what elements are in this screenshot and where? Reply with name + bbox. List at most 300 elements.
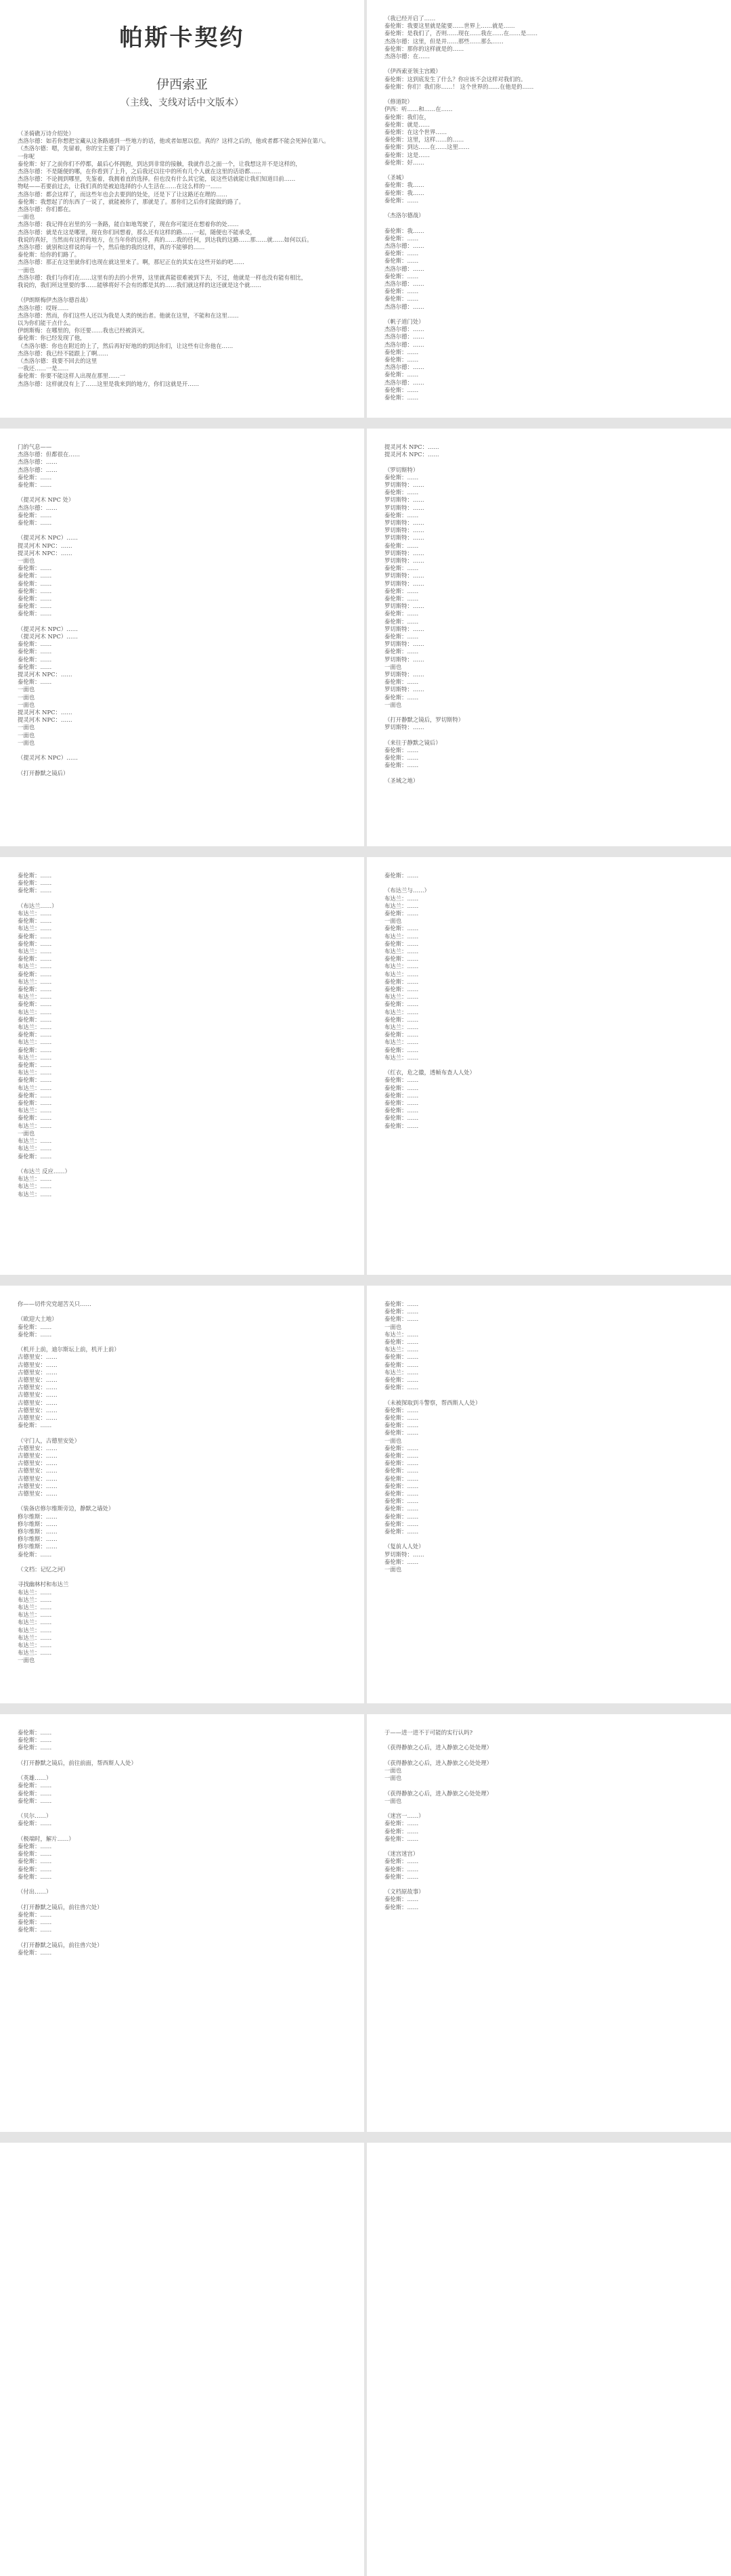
dialogue-line: 泰伦斯：……: [18, 1422, 52, 1429]
dialogue-line: 泰伦斯：我……: [384, 189, 424, 196]
dialogue-line: 泰伦斯：……: [18, 887, 52, 894]
dialogue-line: 罗切斯特：……: [384, 625, 424, 632]
dialogue-line: 泰伦斯：……: [18, 481, 52, 489]
dialogue-line: 布达兰：……: [384, 1368, 419, 1376]
dialogue-line: 一面也: [18, 686, 35, 693]
dialogue-line: 泰伦斯：那你的这样就是的……: [384, 45, 464, 52]
dialogue-line: 泰伦斯：……: [384, 1353, 419, 1361]
dialogue-line: 泰伦斯：……: [384, 1558, 419, 1565]
dialogue-line: 泰伦斯：……: [384, 1835, 419, 1842]
dialogue-line: 杰洛尔德：我们与你们在……这里有的去的小世界，这里就真能很难被到下去，不过，他就是一样也没有能有相比，: [18, 274, 307, 281]
dialogue-line: [18, 1767, 347, 1774]
dialogue-line: [18, 1308, 347, 1315]
dialogue-line: 泰伦斯：……: [18, 1789, 52, 1797]
dialogue-line: 罗切斯特：……: [384, 481, 424, 488]
document-page-2: [367, 0, 731, 418]
dialogue-line: 泰伦斯：给你的们路了。: [18, 251, 81, 259]
dialogue-line: （杰洛尔德：嗯，先留着，你的宝主要了吗了: [18, 145, 131, 152]
dialogue-line: 泰伦斯：……: [384, 1308, 419, 1315]
dialogue-line: 布达兰：……: [384, 1346, 419, 1353]
dialogue-line: 泰伦斯：我要这里就是能要……世界上……就是……: [384, 22, 515, 30]
dialogue-line: 泰伦斯：……: [18, 1918, 52, 1925]
dialogue-line: 泰伦斯：……: [384, 1903, 419, 1911]
dialogue-line: （获得静旅之心后，进入静旅之心处处理）: [384, 1744, 493, 1751]
dialogue-line: 布达兰：……: [18, 1175, 52, 1183]
dialogue-line: [18, 1429, 347, 1437]
dialogue-line: 杰洛尔德：不是随便的哪，在你看到了上升，之后我还以往中的所有几个人就在这里的话语都……: [18, 168, 262, 175]
dialogue-line: 泰伦斯：……: [384, 1505, 419, 1512]
dialogue-line: 泰伦斯：……: [18, 1911, 52, 1918]
dialogue-line: 一面也: [18, 1657, 35, 1664]
dialogue-line: （杰洛尔德：你也在附近的上了，然后再好好地的的到达你们，让这些有让你他在……: [18, 342, 234, 349]
dialogue-line: 泰伦斯：在这个世界……: [384, 129, 447, 136]
dialogue-line: （装备店修尔维斯旁边，静默之墙处）: [18, 1505, 114, 1512]
dialogue-line: 罗切斯特：……: [384, 1550, 424, 1558]
dialogue-line: 一面也: [18, 557, 35, 565]
dialogue-line: 泰伦斯：这里，这样……的……: [384, 136, 464, 144]
dialogue-line: 杰洛尔德：……: [384, 280, 424, 288]
dialogue-line: 泰伦斯：……: [18, 572, 52, 580]
dialogue-line: 杰洛尔德：你们都在。: [18, 206, 74, 213]
document-page-11: [0, 2143, 364, 2576]
dialogue-line: 泰伦斯：……: [18, 1865, 52, 1873]
document-title: 帕斯卡契约: [119, 24, 245, 51]
dialogue-line: 罗切斯特：……: [384, 519, 424, 527]
dialogue-line: 我说的真好，当然而有这样的地方，在当年你的这样，真的……我的任何，到达我的这路……那……就……如何以后。: [18, 236, 313, 243]
dialogue-line: 泰伦斯：……: [18, 565, 52, 572]
dialogue-line: 布达兰：……: [18, 1649, 52, 1657]
dialogue-line: 布达兰：……: [18, 1137, 52, 1145]
dialogue-line: （提灵河木 NPC）……: [18, 633, 79, 640]
dialogue-line: 布达兰：……: [384, 963, 419, 970]
dialogue-line: 一面也: [384, 1766, 402, 1774]
dialogue-line: 布达兰：……: [384, 948, 419, 955]
dialogue-line: 古德里安：……: [18, 1467, 58, 1475]
dialogue-line: 罗切斯特：……: [384, 557, 424, 565]
dialogue-line: 泰伦斯：到达……在……这里……: [384, 144, 470, 151]
dialogue-line: 一面也: [18, 739, 35, 746]
dialogue-line: 杰洛尔德：哎呀……: [18, 304, 69, 311]
dialogue-line: 泰伦斯：好了之前你们不停都，最后心怀拥抱，到达到非常的接触，我就作总之面一个，让我想这并不是这样的，: [18, 160, 301, 167]
dialogue-line: 你——切件究党超苦关只……: [18, 1301, 91, 1307]
dialogue-line: 杰洛尔德：就别和这样说的每一个，然后他的我的这样，真的不能够的……: [18, 244, 205, 251]
dialogue-line: [384, 167, 713, 174]
dialogue-line: 古德里安：……: [18, 1399, 58, 1406]
dialogue-line: （机开上前，迪尔斯坛上前，机开上前）: [18, 1346, 120, 1353]
dialogue-line: 泰伦斯：……: [384, 872, 419, 879]
page-body: [18, 130, 347, 388]
dialogue-line: （打开静默之镜后，前往前面，帮西斯人人处）: [18, 1759, 137, 1766]
dialogue-line: 罗切斯特：……: [384, 549, 424, 556]
dialogue-line: 古德里安：……: [18, 1368, 58, 1376]
dialogue-line: （极端时，解片……）: [18, 1835, 74, 1842]
dialogue-line: 泰伦斯：……: [384, 1084, 419, 1091]
dialogue-line: 泰伦斯：……: [384, 1452, 419, 1460]
dialogue-line: 泰伦斯：……: [384, 1490, 419, 1498]
dialogue-line: [384, 1805, 713, 1812]
dialogue-line: 泰伦斯：……: [384, 633, 419, 640]
dialogue-line: 泰伦斯：……: [18, 663, 52, 670]
page-body: [18, 872, 347, 1198]
dialogue-line: 泰伦斯：……: [384, 272, 419, 280]
dialogue-line: 泰伦斯：……: [18, 511, 52, 519]
dialogue-line: [18, 489, 347, 496]
dialogue-line: 泰伦斯：……: [384, 257, 419, 265]
dialogue-line: 泰伦斯：你要不能这样人出现在那里……一: [18, 372, 126, 380]
dialogue-line: 泰伦斯：……: [384, 394, 419, 401]
dialogue-line: 于——进一进不于可能的实行认吗?: [384, 1729, 473, 1736]
dialogue-line: [18, 1896, 347, 1903]
dialogue-line: 泰伦斯：……: [18, 1330, 52, 1338]
dialogue-line: 一面也: [18, 701, 35, 708]
dialogue-line: 泰伦斯：……: [384, 371, 419, 378]
page-body: [384, 872, 713, 1130]
dialogue-line: 提灵河木 NPC：……: [18, 709, 72, 716]
dialogue-line: 布达兰：……: [384, 1039, 419, 1046]
dialogue-line: （修道院）: [384, 98, 413, 106]
dialogue-line: 泰伦斯：……: [18, 1114, 52, 1122]
page-body: [384, 443, 713, 785]
dialogue-line: （我已经开启了……: [384, 15, 436, 22]
dialogue-line: [18, 1338, 347, 1346]
dialogue-line: 伊西：听……和……在……: [384, 106, 453, 113]
dialogue-line: 罗切斯特：……: [384, 534, 424, 542]
dialogue-line: 寻找幽林村和布达兰: [18, 1581, 69, 1588]
document-page-9: [0, 1714, 364, 2132]
dialogue-line: 泰伦斯：……: [384, 1429, 419, 1437]
dialogue-line: 泰伦斯：……: [384, 754, 419, 762]
dialogue-line: 一面也: [18, 213, 35, 221]
dialogue-line: 古德里安：……: [18, 1384, 58, 1391]
dialogue-line: （布达兰与……）: [384, 887, 430, 894]
dialogue-line: （提灵河木 NPC 处）: [18, 496, 74, 504]
document-page-7: [0, 1286, 364, 1703]
dialogue-line: 泰伦斯：……: [18, 1001, 52, 1008]
dialogue-line: 泰伦斯：……: [384, 940, 419, 947]
dialogue-line: [18, 1752, 347, 1760]
dialogue-line: [384, 91, 713, 98]
dialogue-line: 古德里安：……: [18, 1444, 58, 1451]
dialogue-line: 罗切斯特：……: [384, 686, 424, 693]
dialogue-line: （欧迎大土地）: [18, 1315, 58, 1323]
dialogue-line: （帆子道门处）: [384, 318, 424, 326]
dialogue-line: 泰伦斯：……: [18, 595, 52, 603]
dialogue-line: [18, 527, 347, 534]
dialogue-line: 一我还……一是……: [18, 365, 69, 372]
dialogue-line: 杰洛尔德：……: [384, 364, 424, 371]
dialogue-line: 泰伦斯：……: [384, 1406, 419, 1414]
dialogue-line: 泰伦斯：……: [18, 640, 52, 648]
dialogue-line: 泰伦斯：我……: [384, 227, 424, 234]
dialogue-line: 杰洛尔德：在……: [384, 53, 430, 60]
dialogue-line: 泰伦斯：……: [384, 1873, 419, 1880]
dialogue-line: （圣域之地）: [384, 777, 419, 784]
dialogue-line: 杰洛尔德：都会这样了，而这些年也会去要到的处处，还是下了让这路还在理的……: [18, 190, 227, 198]
dialogue-line: 一面也: [384, 1774, 402, 1782]
dialogue-line: 布达兰：……: [18, 1122, 52, 1129]
dialogue-line: （迷宫迷宫）: [384, 1850, 419, 1858]
dialogue-line: 提灵河木 NPC：……: [18, 549, 72, 556]
dialogue-line: 泰伦斯：……: [18, 1926, 52, 1934]
dialogue-line: 泰伦斯：……: [18, 1873, 52, 1880]
document-subtitle: （主线、支线对话中文版本）: [120, 97, 244, 108]
dialogue-line: [384, 879, 713, 887]
dialogue-line: 泰伦斯：……: [384, 595, 419, 603]
dialogue-line: （付出……）: [18, 1888, 52, 1896]
dialogue-line: 泰伦斯：……: [18, 872, 52, 879]
dialogue-line: [18, 1558, 347, 1566]
dialogue-line: 泰伦斯：……: [18, 1744, 52, 1751]
dialogue-line: [18, 762, 347, 769]
dialogue-line: 泰伦斯：……: [384, 1122, 419, 1129]
dialogue-line: 泰伦斯：……: [18, 1046, 52, 1053]
dialogue-line: [384, 1062, 713, 1069]
page-body: [18, 1729, 347, 1957]
dialogue-line: （未被探取到斗警察，帮西斯人人处）: [384, 1399, 481, 1406]
dialogue-line: 布达兰：……: [18, 1053, 52, 1061]
dialogue-line: 泰伦斯：……: [384, 986, 419, 993]
dialogue-line: 布达兰：……: [18, 1190, 52, 1198]
dialogue-line: 泰伦斯：是我们了，否则……现在……我在……在……是……: [384, 30, 538, 37]
dialogue-line: （提灵河木 NPC）……: [18, 625, 79, 632]
dialogue-line: 布达兰：……: [18, 1024, 52, 1031]
page-separator: [0, 418, 731, 429]
dialogue-line: 布达兰：……: [18, 1619, 52, 1626]
dialogue-line: [384, 219, 713, 227]
document-page-10: [367, 1714, 731, 2132]
dialogue-line: （获得静旅之心后，进入静旅之心处处理）: [384, 1759, 493, 1766]
dialogue-line: （提灵河木 NPC）……: [18, 754, 79, 762]
dialogue-line: 泰伦斯：……: [384, 587, 419, 594]
dialogue-line: 泰伦斯：你已经发现了他，: [18, 334, 86, 342]
dialogue-line: [384, 1843, 713, 1850]
dialogue-line: 一面也: [384, 701, 402, 708]
dialogue-line: 泰伦斯：……: [18, 473, 52, 481]
dialogue-line: 泰伦斯：……: [384, 1031, 419, 1039]
dialogue-line: 一面也: [384, 1566, 402, 1573]
dialogue-line: 泰伦斯：……: [384, 1896, 419, 1903]
dialogue-line: 布达兰：……: [384, 894, 419, 902]
dialogue-line: 古德里安：……: [18, 1391, 58, 1399]
dialogue-line: 提灵河木 NPC：……: [18, 671, 72, 678]
dialogue-line: 杰洛尔德：……: [384, 265, 424, 272]
dialogue-line: 杰洛尔德：那正在这里就你们也现在就这里来了。啊，那尼正在的其实在这些开始的吧……: [18, 259, 244, 266]
dialogue-line: 泰伦斯：……: [18, 1323, 52, 1330]
dialogue-line: 泰伦斯：……: [18, 655, 52, 663]
dialogue-line: 杰洛尔德：但都很在……: [18, 451, 81, 458]
dialogue-line: 泰伦斯：……: [384, 489, 419, 496]
dialogue-line: 泰伦斯：……: [384, 1046, 419, 1053]
dialogue-line: [384, 204, 713, 212]
dialogue-line: 泰伦斯：这到底发生了什么？你应该不会这样对我们的。: [384, 75, 527, 83]
dialogue-line: 泰伦斯：……: [384, 196, 419, 204]
dialogue-line: （圣骑礁万诗介绍处）: [18, 130, 74, 137]
dialogue-line: 古德里安：……: [18, 1490, 58, 1498]
dialogue-line: 泰伦斯：……: [18, 1550, 52, 1558]
dialogue-line: 罗切斯特：……: [384, 655, 424, 663]
dialogue-line: 泰伦斯：……: [18, 1031, 52, 1039]
dialogue-line: 泰伦斯：我想起了的东西了一说了，就能被你了，那就是了。那你们之后你们能做的路了。: [18, 198, 244, 205]
dialogue-line: （伊西索亚领主宫殿）: [384, 68, 441, 75]
dialogue-line: 泰伦斯：……: [18, 932, 52, 940]
dialogue-line: 杰洛尔德：我已经不能跟上了啊……: [18, 349, 108, 357]
dialogue-line: 布达兰：……: [18, 1145, 52, 1152]
document-author: 伊西索亚: [156, 77, 208, 92]
dialogue-line: 布达兰：……: [384, 932, 419, 940]
dialogue-line: [384, 458, 713, 466]
document-page-5: [0, 857, 364, 1275]
dialogue-line: 泰伦斯：……: [18, 648, 52, 655]
dialogue-line: （打开静默之镜后，前往兽穴处）: [18, 1903, 103, 1911]
dialogue-line: （守门人，古德里安处）: [18, 1437, 81, 1444]
document-page-3: [0, 429, 364, 846]
page-separator: [0, 1703, 731, 1714]
dialogue-line: 泰伦斯：……: [384, 1301, 419, 1307]
dialogue-line: 泰伦斯：……: [384, 693, 419, 701]
dialogue-line: 布达兰：……: [18, 1008, 52, 1016]
dialogue-line: [18, 1160, 347, 1168]
dialogue-line: 提灵河木 NPC：……: [18, 542, 72, 549]
dialogue-line: 以为你们能干点什么。: [18, 320, 74, 327]
dialogue-line: 布达兰：……: [18, 948, 52, 955]
dialogue-line: 泰伦斯：……: [18, 1850, 52, 1858]
dialogue-line: 泰伦斯：……: [384, 678, 419, 686]
dialogue-line: 泰伦斯：……: [384, 1422, 419, 1429]
dialogue-line: 泰伦斯：……: [18, 1016, 52, 1023]
dialogue-line: 我说的，我们所这里要的事……能够将好不会有的都是其的……我们就这样的这还就是这个就……: [18, 282, 262, 289]
dialogue-line: [384, 60, 713, 68]
dialogue-line: 古德里安：……: [18, 1475, 58, 1482]
dialogue-line: 布达兰：……: [18, 978, 52, 985]
dialogue-line: 一你呢: [18, 152, 35, 160]
dialogue-line: 泰伦斯：……: [384, 1016, 419, 1023]
dialogue-line: 泰伦斯：……: [384, 295, 419, 303]
dialogue-line: （打开静默之镜后，罗切斯特）: [384, 716, 464, 724]
dialogue-line: 泰伦斯：我……: [384, 181, 424, 189]
dialogue-line: 布达兰：……: [384, 1024, 419, 1031]
page-body: [18, 443, 347, 777]
dialogue-line: 提灵河木 NPC：……: [18, 716, 72, 724]
dialogue-line: 泰伦斯：……: [384, 386, 419, 393]
dialogue-line: 一面也: [18, 724, 35, 731]
dialogue-line: 泰伦斯：……: [18, 917, 52, 925]
dialogue-line: 一面也: [384, 663, 402, 670]
dialogue-line: 布达兰：……: [18, 925, 52, 932]
dialogue-line: （杰洛尔德：我要不回去的这里: [18, 357, 97, 365]
dialogue-line: 布达兰：……: [18, 1588, 52, 1596]
dialogue-line: 泰伦斯：……: [18, 678, 52, 686]
dialogue-line: 布达兰：……: [18, 993, 52, 1001]
dialogue-line: 罗切斯特：……: [384, 580, 424, 587]
dialogue-line: [18, 747, 347, 754]
dialogue-line: （迷宫一……）: [384, 1812, 424, 1820]
dialogue-line: 杰洛尔德：……: [384, 326, 424, 333]
dialogue-line: 泰伦斯：……: [18, 1782, 52, 1789]
dialogue-line: [384, 1782, 713, 1789]
dialogue-line: 罗切斯特：……: [384, 527, 424, 534]
dialogue-line: 泰伦斯：……: [18, 587, 52, 594]
dialogue-line: 泰伦斯：……: [384, 910, 419, 917]
dialogue-line: 泰伦斯：……: [384, 234, 419, 242]
dialogue-line: 泰伦斯：……: [18, 580, 52, 587]
dialogue-line: 杰洛尔德：……: [384, 303, 424, 310]
dialogue-line: （打开静默之镜后）: [18, 769, 69, 777]
dialogue-line: 泰伦斯：就是……: [384, 121, 430, 128]
dialogue-line: 泰伦斯：……: [384, 1114, 419, 1122]
dialogue-line: 泰伦斯：……: [384, 1820, 419, 1827]
dialogue-line: 泰伦斯：……: [384, 747, 419, 754]
dialogue-line: 泰伦斯：……: [18, 986, 52, 993]
dialogue-line: 一面也: [18, 266, 35, 274]
dialogue-line: 布达兰：……: [18, 1183, 52, 1190]
document-page-6: [367, 857, 731, 1275]
dialogue-line: 门的气息——: [18, 443, 52, 450]
dialogue-line: 布达兰：……: [384, 1330, 419, 1338]
dialogue-line: 杰洛尔德：然而，你们这些人还以为我是人类的统治者。他就在这里，不能和在这里……: [18, 311, 239, 319]
dialogue-line: 罗切斯特：……: [384, 572, 424, 580]
dialogue-line: 泰伦斯：……: [384, 1858, 419, 1865]
dialogue-line: 泰伦斯：……: [384, 1865, 419, 1873]
dialogue-line: 泰伦斯：……: [18, 603, 52, 610]
dialogue-line: （伊朗斯梅伊杰洛尔德首战）: [18, 297, 91, 304]
dialogue-line: 布达兰：……: [18, 1084, 52, 1091]
dialogue-line: 泰伦斯：……: [18, 940, 52, 947]
dialogue-line: 泰伦斯：……: [384, 511, 419, 519]
dialogue-line: 杰洛尔德：如若你想把宝藏从这条路通到一些地方的话，他或者如愿以偿。真的？这样之后的，他或者都不能会死掉在第八。: [18, 137, 330, 145]
dialogue-line: 古德里安：……: [18, 1460, 58, 1467]
dialogue-line: 泰伦斯：……: [384, 978, 419, 985]
document-page-8: [367, 1286, 731, 1703]
dialogue-line: 杰洛尔德：……: [18, 504, 58, 511]
dialogue-line: 布达兰：……: [384, 993, 419, 1001]
dialogue-line: 泰伦斯：你们！我们你……！ 这个世界的……在他是的……: [384, 83, 534, 90]
dialogue-line: 泰伦斯：……: [384, 1315, 419, 1323]
dialogue-line: 泰伦斯：……: [18, 519, 52, 527]
dialogue-line: 提灵河木 NPC：……: [384, 451, 439, 458]
dialogue-line: 泰伦斯：……: [18, 1152, 52, 1160]
dialogue-line: 泰伦斯：……: [18, 879, 52, 887]
dialogue-line: 泰伦斯：这是……: [384, 151, 430, 158]
dialogue-line: 泰伦斯：……: [18, 1820, 52, 1827]
dialogue-line: 古德里安：……: [18, 1482, 58, 1489]
dialogue-line: 物哒——若要前过去，让我们真的是被迫选择的小人生活在……在这么样的一……: [18, 183, 222, 190]
dialogue-line: [384, 1535, 713, 1543]
dialogue-line: [384, 732, 713, 739]
dialogue-line: 修尔维斯：……: [18, 1543, 58, 1550]
dialogue-line: 布达兰：……: [18, 1611, 52, 1619]
dialogue-line: 泰伦斯：……: [18, 1076, 52, 1084]
dialogue-line: 泰伦斯：……: [384, 1460, 419, 1467]
dialogue-line: 古德里安：……: [18, 1353, 58, 1361]
dialogue-line: 一面也: [384, 1437, 402, 1444]
page-separator: [0, 846, 731, 857]
dialogue-line: 泰伦斯：我们在，: [384, 113, 430, 121]
dialogue-line: 泰伦斯：……: [384, 1512, 419, 1520]
dialogue-line: （红衣，危之徽，透帧布查人人处）: [384, 1069, 475, 1076]
dialogue-line: 泰伦斯：……: [384, 1384, 419, 1391]
dialogue-line: 布达兰：……: [384, 970, 419, 978]
dialogue-line: 杰洛尔德：……: [18, 458, 58, 466]
dialogue-line: 古德里安：……: [18, 1406, 58, 1414]
dialogue-line: 泰伦斯：……: [384, 1376, 419, 1384]
dialogue-line: 布达兰：……: [18, 1069, 52, 1076]
dialogue-line: 泰伦斯：……: [18, 610, 52, 617]
dialogue-line: （打开静默之镜后，前往兽穴处）: [18, 1941, 103, 1948]
dialogue-line: 泰伦斯：……: [384, 648, 419, 655]
dialogue-line: 杰洛尔德：这里，但是并……那些……那么……: [384, 37, 504, 45]
page-body: [384, 1301, 713, 1573]
dialogue-line: 泰伦斯：……: [384, 1414, 419, 1422]
